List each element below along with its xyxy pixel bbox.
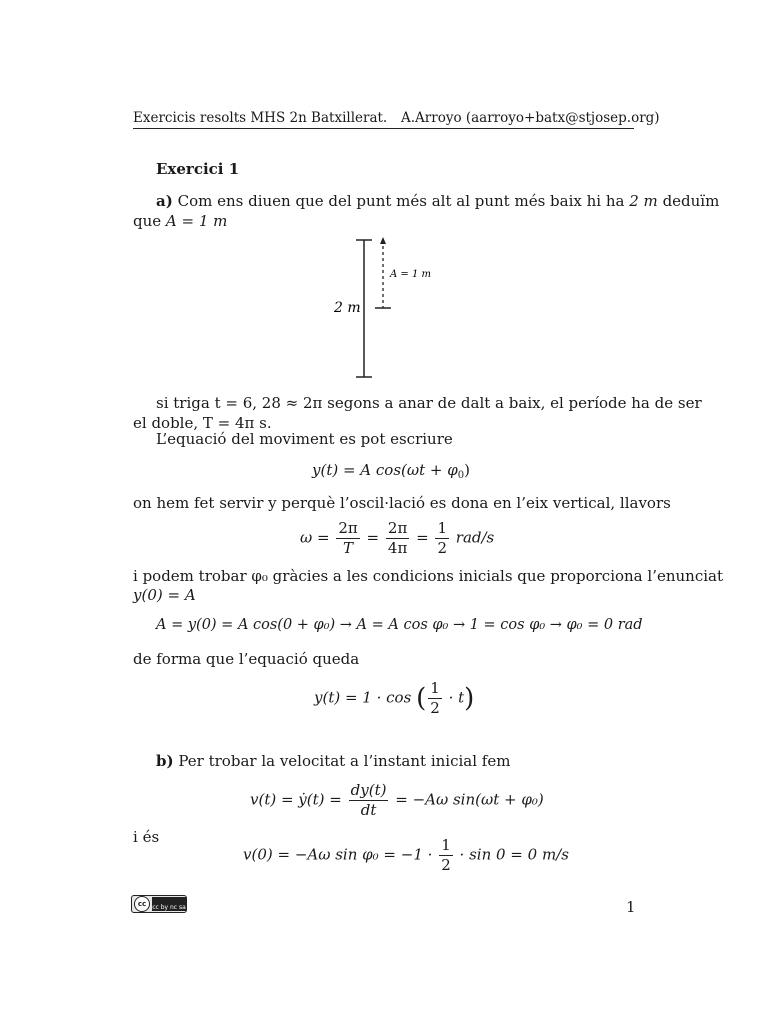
part-b-label: b) [156,752,174,770]
header-left: Exercicis resolts MHS 2n Batxillerat. [133,110,388,126]
initial-line2: y(0) = A [133,586,196,604]
part-a-text: Com ens diuen que del punt més alt al punt més baix hi ha [177,192,625,210]
motion-equation: y(t) = A $\cos(\omega t + \varphi_0)$ [312,461,470,481]
omega-f3-den: 2 [437,539,447,557]
velocity-den: dt [360,801,377,819]
final-tail: · t [448,688,465,707]
part-a-label: a) [156,192,173,210]
velocity-lhs: v(t) = ẏ(t) = [250,790,342,809]
period-line2: el doble, T = 4π s. [133,414,272,432]
part-b-text: Per trobar la velocitat a l’instant inicial fem [178,752,511,770]
v0-equation [243,838,569,873]
velocity-equation [250,783,544,818]
v0-num: 1 [441,836,451,854]
part-a-line2 [133,212,227,230]
form-paragraph: de forma que l’equació queda [133,650,360,668]
v0-lhs: v(0) = −Aω sin φ₀ = −1 · [243,845,433,864]
omega-f2-num: 2π [387,519,408,537]
period-line1: si triga t = 6, 28 ≈ 2π segons a anar de dalt a baix, el període ha de ser [156,394,702,412]
header-right: A.Arroyo (aarroyo+batx@stjosep.org) [401,110,660,126]
total-label: 2 m [334,300,361,316]
omega-f1-num: 2π [338,519,358,537]
amplitude-label: A = 1 m [390,269,431,280]
v0-rhs: · sin 0 = 0 m/s [459,845,569,864]
v0-den: 2 [441,856,451,874]
final-equation: y(t) = 1 · cos ( $\frac{1}{2}$ · t) [314,679,475,717]
part-a-amplitude: A = 1 m [165,212,228,230]
omega-f2-den: 4π [387,539,408,557]
equation-intro: L’equació del moviment es pot escriure [156,430,453,448]
part-b-line [156,752,510,770]
final-num: 1 [430,679,440,697]
phi-equation: A = y(0) = A cos(0 + φ₀) → A = A cos φ₀ → 1 = cos φ₀ → φ₀ = 0 rad [156,617,643,633]
license-text: cc by nc sa [152,897,186,911]
part-a-value: 2 m [629,192,658,210]
omega-unit: rad/s [455,528,495,547]
is-paragraph: i és [133,828,160,846]
motion-equation-text: y(t) = A cos(ωt + φ [312,461,458,479]
omega-f1-den: T [343,539,354,557]
section-title: Exercici 1 [156,160,240,178]
cc-icon: cc [134,896,150,912]
omega-f3-num: 1 [437,519,447,537]
part-a-text-end: deduïm [662,192,720,210]
velocity-num: dy(t) [350,781,387,799]
omega-lhs: ω = [300,528,330,547]
omega-equation: ω = $\frac{2\pi}{T}$ = $\frac{2\pi}{4\pi}$ = $\frac{1}{2}$ rad/s [300,519,495,557]
final-den: 2 [430,699,440,717]
amplitude-arrow [380,237,386,244]
part-a-line1 [156,192,719,210]
cc-license-badge [131,895,187,913]
amplitude-diagram [320,232,460,384]
page-number: 1 [626,898,636,916]
final-lhs: y(t) = 1 · cos [314,688,412,707]
header-rule [133,128,634,129]
vertical-paragraph: on hem fet servir y perquè l’oscil·lació es dona en l’eix vertical, llavors [133,494,671,512]
part-a-line2-text: que [133,212,162,230]
velocity-rhs: = −Aω sin(ωt + φ₀) [395,790,544,809]
initial-line1: i podem trobar φ₀ gràcies a les condicions inicials que proporciona l’enunciat [133,567,723,585]
